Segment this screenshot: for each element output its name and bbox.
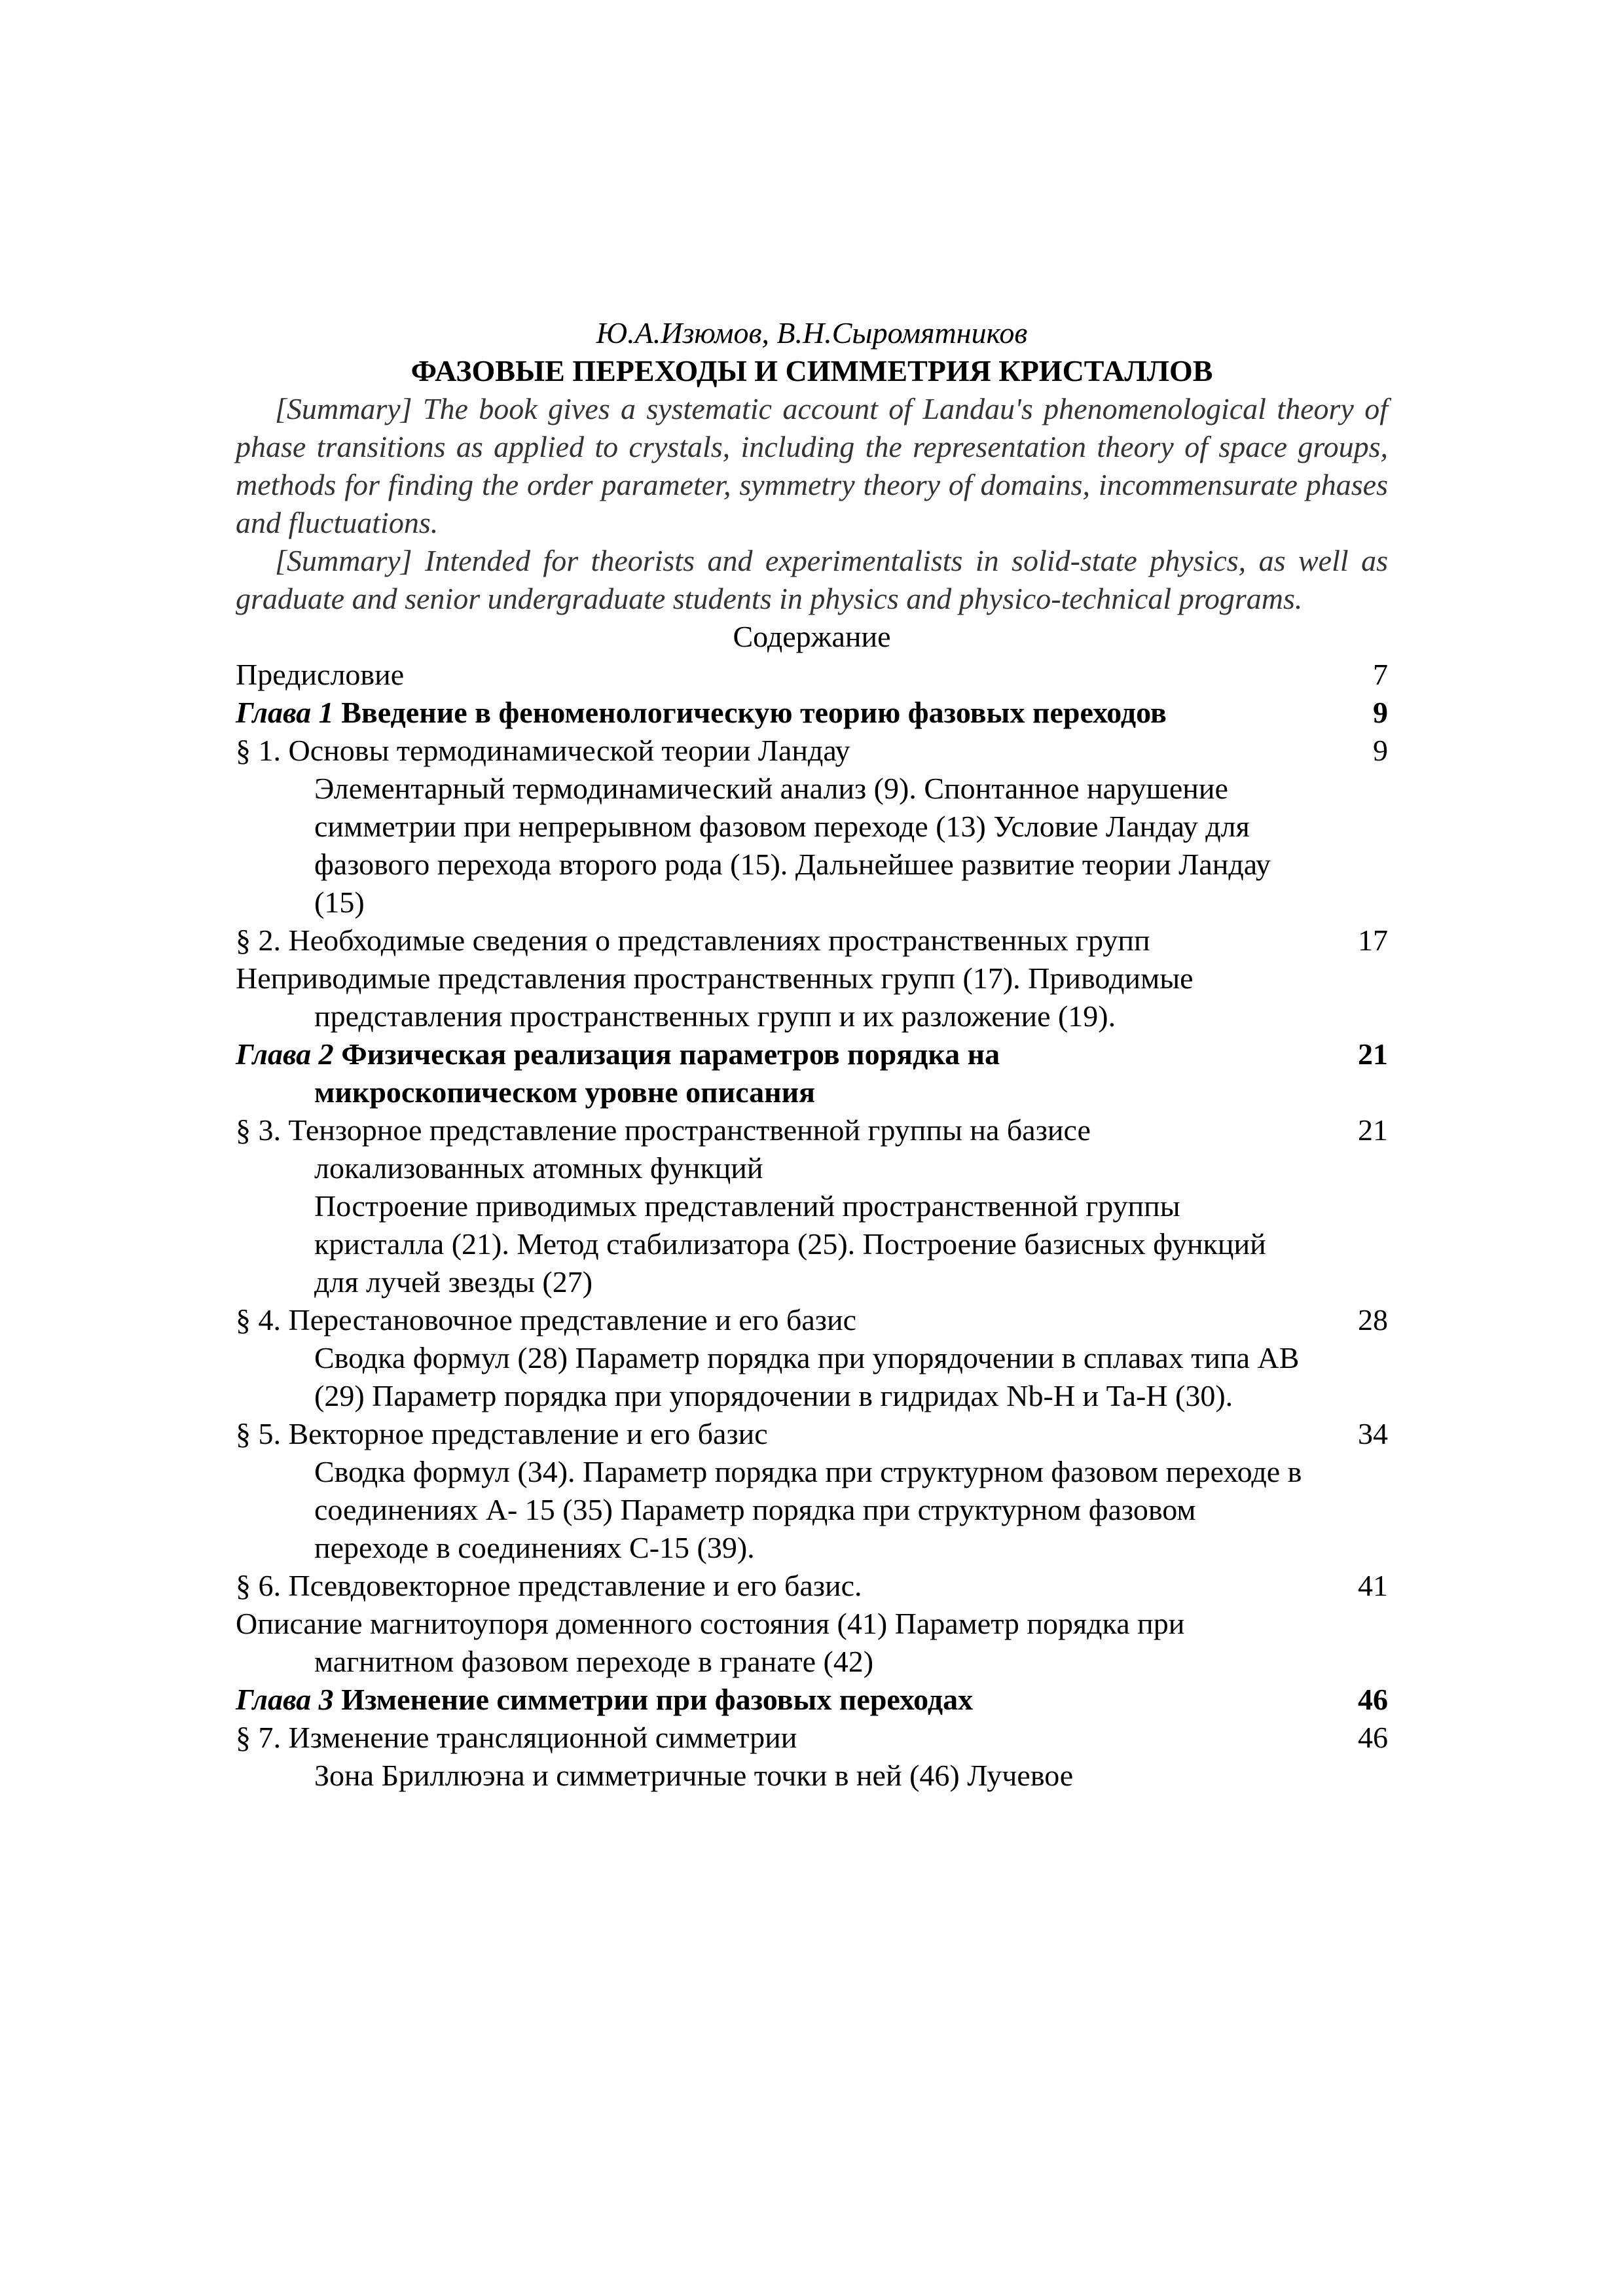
- chapter-title: Физическая реализация параметров порядка на: [341, 1037, 1000, 1071]
- document-page: [236, 314, 1388, 1795]
- book-authors: Ю.А.Изюмов, В.Н.Сыромятников: [596, 316, 1028, 350]
- toc-entry-label: Предисловие: [236, 658, 405, 691]
- chapter-number: Глава 1: [236, 696, 334, 729]
- toc-section-7-description: Зона Бриллюэна и симметричные точки в ней (46) Лучевое: [314, 1759, 1074, 1792]
- toc-section-2-description: Неприводимые представления пространственных групп (17). Приводимые представления пространственных групп и их разложение (19).: [236, 961, 1194, 1033]
- toc-section-1: [236, 732, 1388, 770]
- table-of-contents: [236, 656, 1388, 1795]
- annotation-paragraph-1: [Summary] The book gives a systematic account of Landau's phenomenological theory of phase transitions as applied to crystals, including the representation theory of space groups, methods for finding the order parameter, symmetry theory of domains, incommensurate phases and fluctuations.: [236, 392, 1388, 539]
- toc-page-number: 41: [1358, 1569, 1388, 1602]
- toc-page-number: 34: [1358, 1417, 1388, 1450]
- toc-entry-preface: [236, 656, 1388, 694]
- toc-section-4: [236, 1301, 1388, 1339]
- toc-page-number: 9: [1373, 696, 1388, 729]
- toc-heading: Содержание: [733, 620, 891, 653]
- book-title: ФАЗОВЫЕ ПЕРЕХОДЫ И СИММЕТРИЯ КРИСТАЛЛОВ: [410, 354, 1213, 387]
- toc-section-2: [236, 922, 1388, 960]
- toc-page-number: 9: [1373, 734, 1388, 767]
- toc-page-number: 46: [1358, 1683, 1388, 1716]
- chapter-number: Глава 3: [236, 1683, 334, 1716]
- toc-chapter-3: [236, 1681, 1388, 1719]
- chapter-title: Введение в феноменологическую теорию фазовых переходов: [341, 696, 1167, 729]
- toc-page-number: 21: [1358, 1113, 1388, 1147]
- toc-entry-label: § 1. Основы термодинамической теории Ландау: [236, 734, 850, 767]
- toc-section-6-description: Описание магнитоупоря доменного состояния (41) Параметр порядка при магнитном фазовом переходе в гранате (42): [236, 1607, 1185, 1678]
- chapter-title: Изменение симметрии при фазовых переходах: [341, 1683, 974, 1716]
- toc-entry-label: § 3. Тензорное представление пространственной группы на базисе: [236, 1113, 1091, 1147]
- toc-page-number: 17: [1358, 924, 1388, 957]
- chapter-title-continuation: микроскопическом уровне описания: [314, 1075, 816, 1109]
- toc-section-6: [236, 1567, 1388, 1605]
- toc-chapter-1: [236, 694, 1388, 732]
- toc-entry-label: § 4. Перестановочное представление и его базис: [236, 1303, 857, 1336]
- toc-entry-label-continuation: локализованных атомных функций: [314, 1151, 763, 1185]
- toc-entry-label: § 2. Необходимые сведения о представлениях пространственных групп: [236, 924, 1150, 957]
- toc-entry-label: § 5. Векторное представление и его базис: [236, 1417, 768, 1450]
- annotation-paragraph-2: [Summary] Intended for theorists and experimentalists in solid-state physics, as well as graduate and senior undergraduate students in physics and physico-technical programs.: [236, 544, 1388, 615]
- toc-page-number: 46: [1358, 1721, 1388, 1754]
- toc-page-number: 28: [1358, 1303, 1388, 1336]
- toc-section-7: [236, 1719, 1388, 1757]
- chapter-number: Глава 2: [236, 1037, 334, 1071]
- toc-section-4-description: Сводка формул (28) Параметр порядка при упорядочении в сплавах типа АВ (29) Параметр порядка при упорядочении в гидридах Nb-H и Ta-H (30).: [314, 1341, 1300, 1412]
- toc-section-5-description: Сводка формул (34). Параметр порядка при структурном фазовом переходе в соединениях А- 15 (35) Параметр порядка при структурном фазовом переходе в соединениях С-15 (39).: [314, 1455, 1302, 1564]
- toc-chapter-2: [236, 1035, 1388, 1073]
- toc-section-3: [236, 1111, 1388, 1149]
- toc-entry-label: § 7. Изменение трансляционной симметрии: [236, 1721, 797, 1754]
- toc-section-1-description: Элементарный термодинамический анализ (9). Спонтанное нарушение симметрии при непрерывном фазовом переходе (13) Условие Ландау для фазового перехода второго рода (15). Дальнейшее развитие теории Ландау (15): [314, 772, 1271, 919]
- toc-page-number: 7: [1373, 658, 1388, 691]
- toc-section-5: [236, 1415, 1388, 1453]
- toc-entry-label: § 6. Псевдовекторное представление и его базис.: [236, 1569, 862, 1602]
- toc-section-3-description: Построение приводимых представлений пространственной группы кристалла (21). Метод стабилизатора (25). Построение базисных функций для лучей звезды (27): [314, 1189, 1266, 1299]
- toc-page-number: 21: [1358, 1037, 1388, 1071]
